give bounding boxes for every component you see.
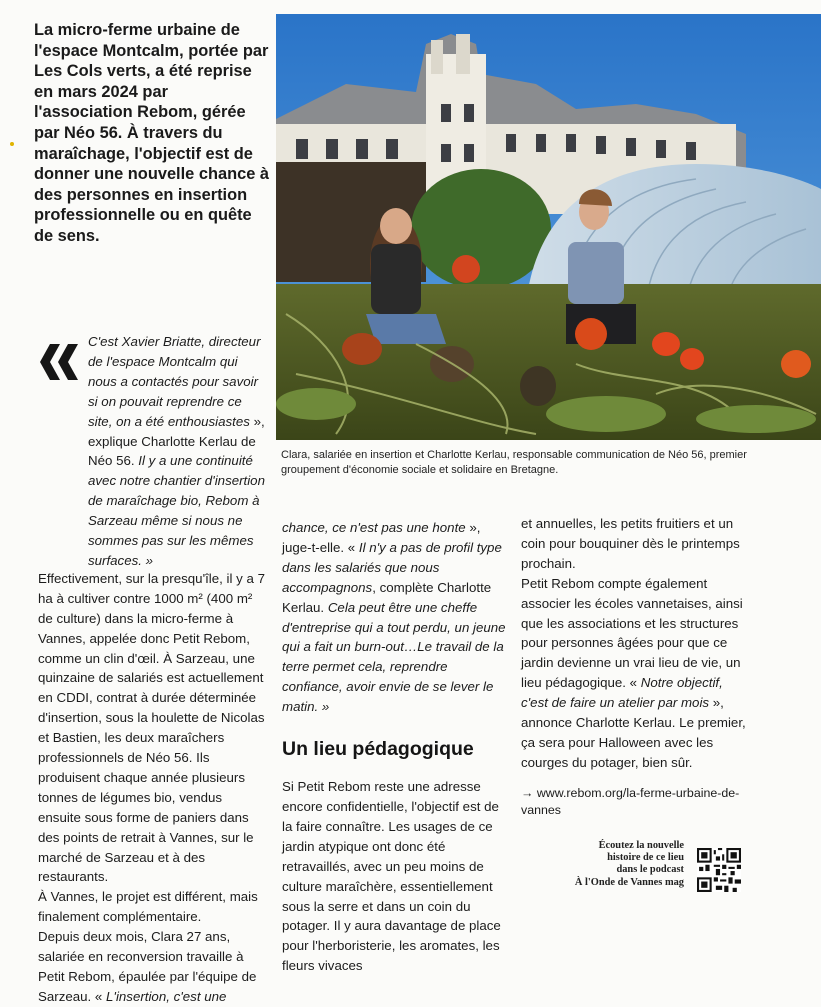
- paragraph-quote-insertion: [282, 518, 506, 717]
- intro-paragraph: [38, 332, 266, 571]
- lead-paragraph: La micro-ferme urbaine de l'espace Montcalm, portée par Les Cols verts, a été reprise en mars 2024 par l'association Rebom, gérée par Néo 56. À travers du maraîchage, l'objectif est de donner une nouvelle chance à des personnes en insertion professionnelle ou en quête de sens.: [34, 21, 269, 245]
- section-heading: Un lieu pédagogique: [282, 738, 474, 761]
- paragraph-vannes: À Vannes, le projet est différent, mais finalement complémentaire.: [38, 889, 258, 925]
- intro-attribution: », explique Charlotte Kerlau de Néo 56.: [88, 413, 265, 469]
- paragraph-annuelles: et annuelles, les petits fruitiers et un coin pour bouquiner dès le printemps prochain.: [521, 516, 740, 571]
- ecoles-text-end: », annonce Charlotte Kerlau. Le premier, ça sera pour Halloween avec les courges du potager, bien sûr.: [521, 695, 746, 770]
- intro-quote-part-1: C'est Xavier Briatte, directeur de l'espace Montcalm qui nous a contactés pour savoir si on pouvait reprendre ce site, on a été enthousiastes: [88, 334, 261, 429]
- podcast-promo: [556, 840, 684, 889]
- paragraph-confidentielle: Si Petit Rebom reste une adresse encore confidentielle, l'objectif est de la faire connaître. Les usages de ce jardin atypique ont donc été retravaillés, avec un peu moins de culture maraîchère, essentiellement sous la serre et dans un coin du potager. Il y aura davantage de place pour l'herboristerie, les aromates, les fleurs vivaces: [282, 779, 501, 974]
- podcast-line-4: À l'Onde de Vannes mag: [574, 876, 684, 888]
- ecoles-text: Petit Rebom compte également associer les écoles vannetaises, ainsi que les associations et les structures pour personnes âgées pour que ce jardin devienne un vrai lieu de vie, un lieu pédagogique. «: [521, 575, 743, 691]
- quote-attrib-1: », juge-t-elle. «: [282, 520, 481, 555]
- column-2: [282, 518, 506, 976]
- quote-profil: Il n'y a pas de profil type dans les salariés que nous accompagnons: [282, 539, 502, 595]
- podcast-line-3: dans le podcast: [616, 864, 684, 876]
- article-photo: [276, 14, 821, 440]
- column-3: [521, 514, 751, 819]
- paragraph-presquile: Effectivement, sur la presqu'île, il y a 7 ha à cultiver contre 1000 m² (400 m² de culture) dans la micro-ferme à Vannes, appelée donc Petit Rebom, comme un clin d'œil. À Sarzeau, une quinzaine de salariés est actuellement en CDDI, contrat à durée déterminée d'insertion, sous la houlette de Nicolas et Bastien, les deux maraîchers professionnels de Néo 56. Ils produisent chaque année plusieurs tonnes de légumes bio, vendus ensuite sous forme de paniers dans des points de retrait à Vannes, sur le marché de Sarzeau et à des restaurants.: [38, 570, 265, 885]
- quote-chance: chance, ce n'est pas une honte: [282, 520, 466, 535]
- podcast-line-2: histoire de ce lieu: [607, 852, 684, 864]
- margin-mark: [10, 142, 14, 146]
- paragraph-clara: [38, 927, 266, 1007]
- quote-attrib-2: , complète Charlotte Kerlau.: [282, 579, 492, 615]
- photo-caption: Clara, salariée en insertion et Charlotte Kerlau, responsable communication de Néo 56, premier groupement d'économie sociale et solidaire en Bretagne.: [281, 449, 747, 476]
- paragraph-ecoles: [521, 574, 751, 773]
- clara-quote: L'insertion, c'est une: [106, 988, 227, 1004]
- intro-quote-part-2: Il y a une continuité avec notre chantier d'insertion de maraîchage bio, Rebom à Sarzeau même si nous ne sommes pas sur les mêmes surfaces. »: [88, 453, 265, 568]
- ecoles-quote: Notre objectif, c'est de faire un atelier par mois: [521, 675, 723, 711]
- website-link[interactable]: → www.rebom.org/la-ferme-urbaine-de-vannes: [521, 785, 740, 817]
- qr-code-icon[interactable]: [697, 848, 741, 892]
- column-1: [38, 332, 266, 1007]
- clara-text: Depuis deux mois, Clara 27 ans, salariée en reconversion travaille à Petit Rebom, épaulée par l'équipe de Sarzeau. «: [38, 929, 257, 1004]
- podcast-line-1: Écoutez la nouvelle: [598, 840, 684, 851]
- quote-travail: Cela peut être une cheffe d'entreprise qui a tout perdu, un jeune qui a fait un burn-out…Le travail de la terre permet cela, reprendre confiance, avoir envie de se lever le matin. »: [282, 599, 506, 715]
